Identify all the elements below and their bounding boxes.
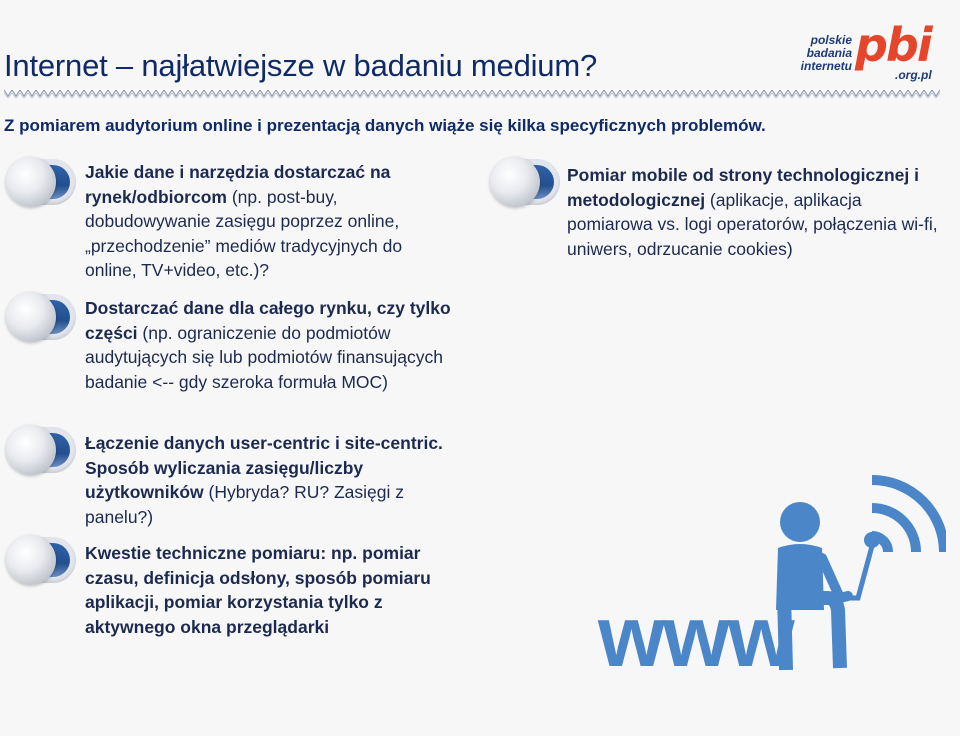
bullet-icon <box>6 425 78 475</box>
logo-words: polskie badania internetu <box>800 33 852 73</box>
bullet-icon <box>6 292 78 342</box>
list-item: Jakie dane i narzędzia dostarczać na rynek/odbiorcom (np. post-buy, dobudowywanie zasięgu poprzez online, „przechodzenie” mediów tradycyjnych do online, TV+video, etc.)? <box>85 162 403 280</box>
list-item: Łączenie danych user-centric i site-centric. Sposób wyliczania zasięgu/liczby użytkowników (Hybryda? RU? Zasięgi z panelu?) <box>85 433 443 527</box>
person-laptop-wifi-icon <box>596 470 946 690</box>
zigzag-divider <box>4 88 940 98</box>
list-item: Dostarczać dane dla całego rynku, czy tylko części (np. ograniczenie do podmiotów audytujących się lub podmiotów finansujących badanie <-- gdy szeroka formuła MOC) <box>85 298 451 392</box>
page-title: Internet – najłatwiejsze w badaniu medium? <box>4 48 597 83</box>
pbi-logo <box>800 20 950 84</box>
bullet-icon <box>6 535 78 585</box>
list-item: Pomiar mobile od strony technologicznej i metodologicznej (aplikacje, aplikacja pomiarowa vs. logi operatorów, połączenia wi-fi, uniwers, odrzucanie cookies) <box>567 165 938 259</box>
bullet-icon <box>490 157 562 207</box>
logo-mark: pbi <box>855 18 931 72</box>
logo-domain: .org.pl <box>895 68 932 82</box>
www-text: www <box>598 589 793 685</box>
list-item: Kwestie techniczne pomiaru: np. pomiar czasu, definicja odsłony, sposób pomiaru aplikacji, pomiar korzystania tylko z aktywnego okna przeglądarki <box>85 543 431 637</box>
bullet-icon <box>6 157 78 207</box>
page-subtitle: Z pomiarem audytorium online i prezentacją danych wiąże się kilka specyficznych problemów. <box>4 116 766 135</box>
